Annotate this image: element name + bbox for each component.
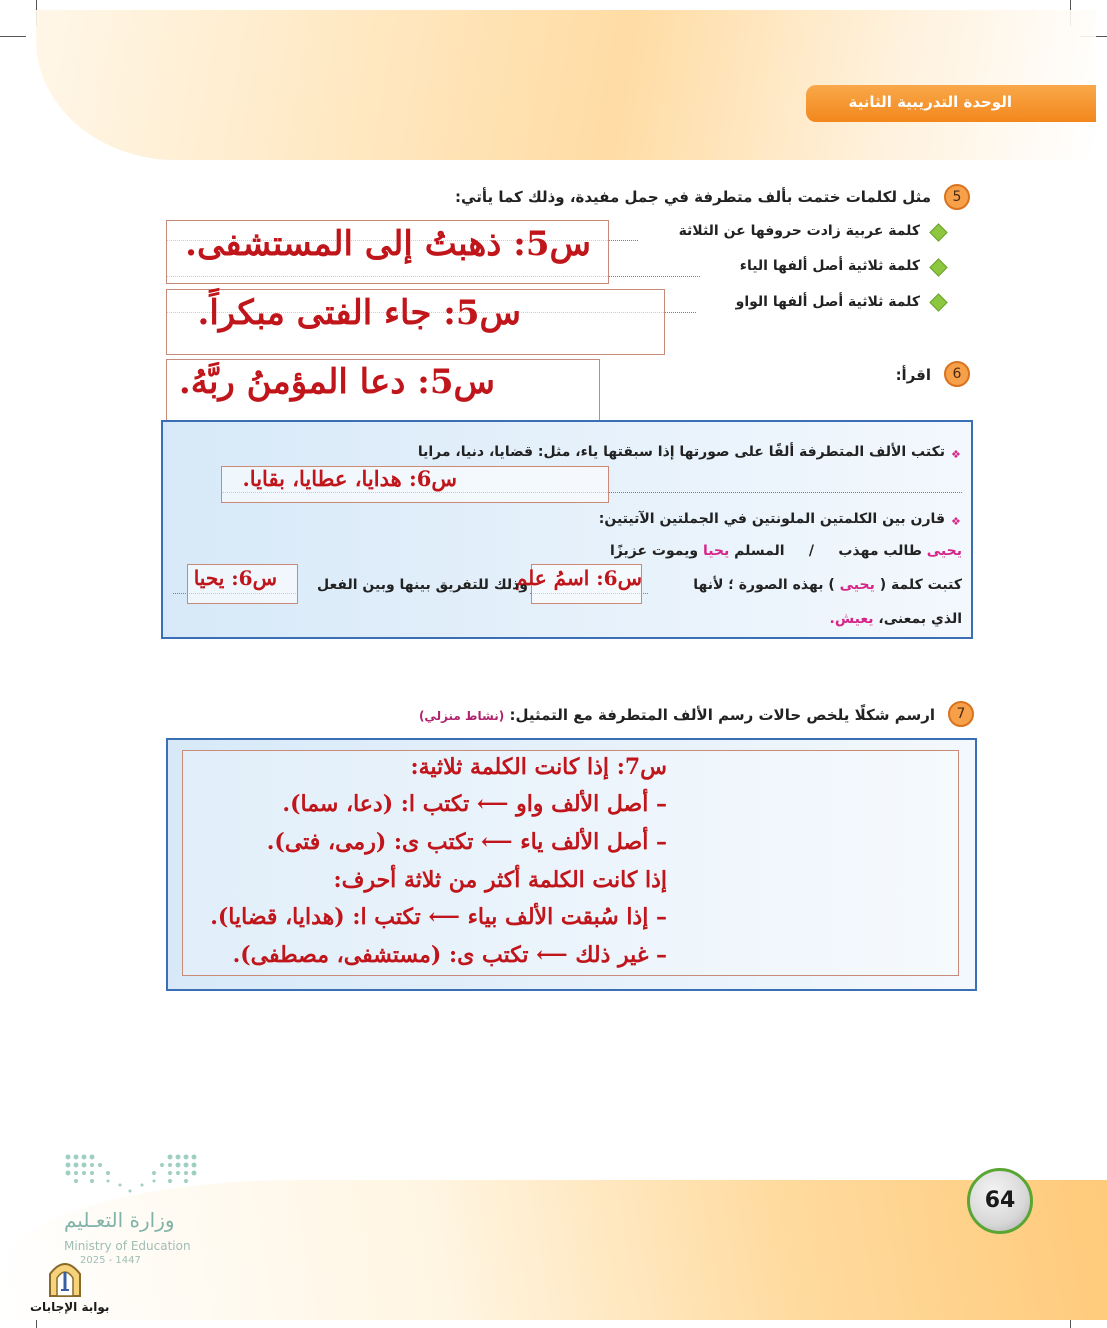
q6-prompt: اقرأ: [895,366,931,384]
q5-answer-1: س5: ذهبتُ إلى المستشفى. [185,224,591,264]
portal-logo-icon [44,1256,86,1298]
portal-name[interactable]: بوابة الإجابات [30,1300,110,1314]
q6-answer-2: س6: اسمُ علم [514,566,642,590]
question-number-5: 5 [944,184,970,210]
diamond-bullet-icon [929,293,947,311]
question-number-6: 6 [944,361,970,387]
star-bullet-icon: ❖ [951,448,961,461]
q6-answer-1: س6: هدايا، عطايا، بقايا. [242,466,457,491]
q7-prompt [419,706,935,724]
q7-answer-line-1: س7: إذا كانت الكلمة ثلاثية: [410,754,667,780]
star-bullet-icon: ❖ [951,515,961,528]
q6-note-2: قارن بين الكلمتين الملونتين في الجملتين الآتيتين: [598,511,945,527]
diamond-bullet-icon [929,223,947,241]
ministry-name-english: Ministry of Education [64,1239,191,1253]
q6-note-1: تكتب الألف المتطرفة ألفًا على صورتها إذا سبقتها ياء، مثل: قضايا، دنيا، مرايا [417,444,945,460]
q5-item-3: كلمة ثلاثية أصل ألفها الواو [735,294,920,310]
q7-answer-line-6: – غير ذلك ⟵ تكتب ى: (مستشفى، مصطفى). [232,942,667,968]
q6-answer-3: س6: يحيا [193,566,277,590]
q5-prompt: مثل لكلمات ختمت بألف متطرفة في جمل مفيدة، وذلك كما يأتي: [455,188,931,206]
highlight-word: يحيا [702,543,730,559]
page-number: 64 [967,1168,1033,1234]
highlight-word: يعيش. [829,611,874,627]
q7-answer-line-5: – إذا سُبقت الألف بياء ⟵ تكتب ا: (هدايا، قضايا). [210,904,667,930]
q5-item-2: كلمة ثلاثية أصل ألفها الياء [739,258,920,274]
sentence-text: المسلم [734,543,785,559]
highlight-word: يحيى [839,577,875,593]
ministry-logo-icon [64,1153,198,1197]
highlight-word: يحيى [926,543,962,559]
sentence-text: كتبت كلمة ( [879,577,962,593]
sentence-text: طالب مهذب [838,543,922,559]
homework-tag: (نشاط منزلي) [418,709,505,723]
ministry-year: 2025 - 1447 [80,1255,141,1266]
q6-line-3b: وذلك للتفريق بينها وبين الفعل [316,577,528,593]
ministry-name-arabic: وزارة التعـليم [64,1208,175,1232]
separator: / [808,543,815,559]
q7-answer-line-4: إذا كانت الكلمة أكثر من ثلاثة أحرف: [333,867,667,893]
q7-answer-line-3: – أصل الألف ياء ⟵ تكتب ى: (رمى، فتى). [266,829,667,855]
q6-line-3a [693,577,962,593]
diamond-bullet-icon [929,258,947,276]
sentence-text: ) بهذه الصورة ؛ لأنها [693,577,835,593]
q6-line-4 [830,611,962,627]
question-number-7: 7 [948,701,974,727]
sentence-text: ويموت عزيزًا [609,543,699,559]
crop-mark [0,36,26,37]
q7-prompt-text: ارسم شكلًا يلخص حالات رسم الألف المتطرفة مع التمثيل: [509,706,935,724]
q5-item-1: كلمة عربية زادت حروفها عن الثلاثة [678,223,920,239]
sentence-text: الذي بمعنى، [878,611,962,627]
q7-answer-line-2: – أصل الألف واو ⟵ تكتب ا: (دعا، سما). [282,791,667,817]
q5-answer-3: س5: دعا المؤمنُ ربَّهُ. [178,362,495,402]
q6-sentences [610,543,962,559]
q5-answer-2: س5: جاء الفتى مبكراً. [197,293,521,333]
unit-title-tab: الوحدة التدريبية الثانية [806,85,1096,122]
